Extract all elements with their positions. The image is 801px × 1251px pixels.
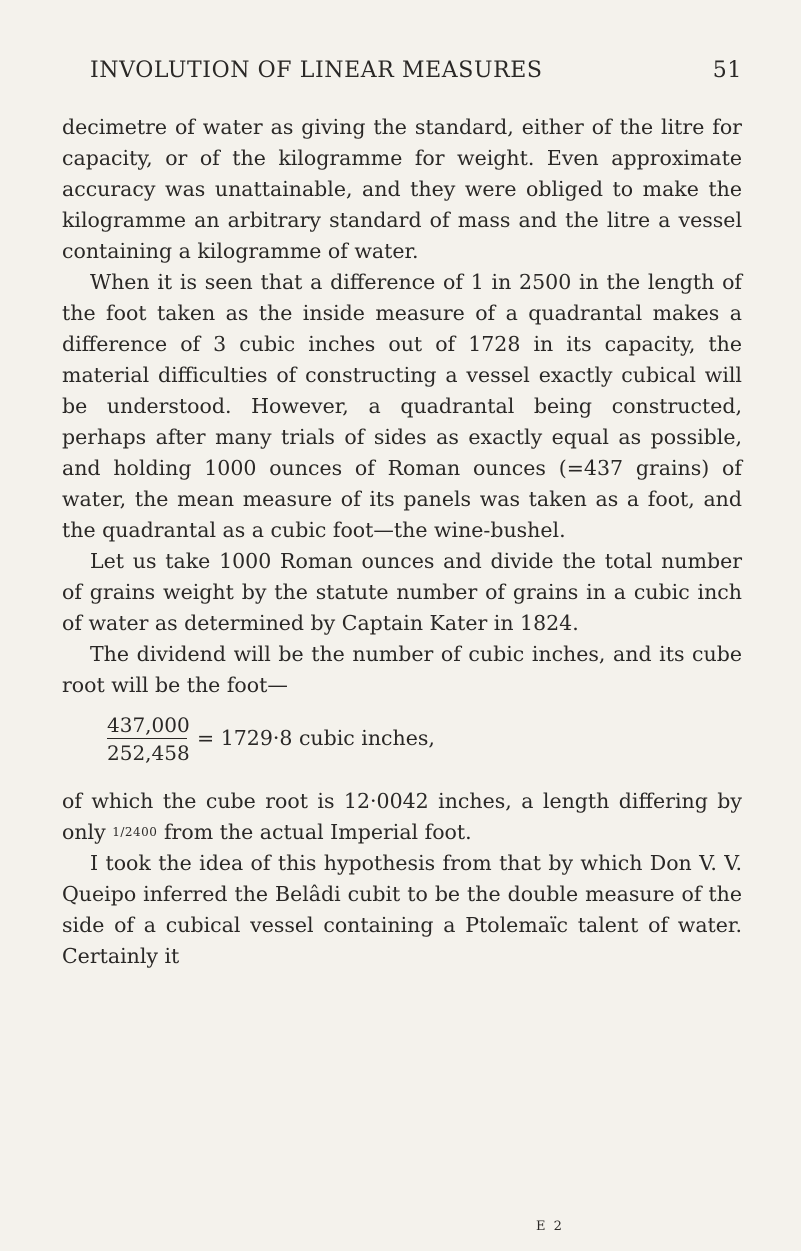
formula-numerator: 437,000 xyxy=(107,713,190,737)
formula-result: = 1729·8 cubic inches, xyxy=(197,726,435,750)
paragraph-3: Let us take 1000 Roman ounces and divide the total number of grains weight by the statute number of grains in a cubic inch of water as determined by Captain Kater in 1824. xyxy=(62,549,742,635)
formula-fraction xyxy=(107,712,190,767)
running-head xyxy=(62,58,742,92)
inline-fraction: 1/2400 xyxy=(112,825,158,839)
paragraph-5-after: from the actual Imperial foot. xyxy=(163,820,472,844)
paragraph-4: The dividend will be the number of cubic inches, and its cube root will be the foot— xyxy=(62,642,742,697)
signature-mark: E 2 xyxy=(536,1219,564,1234)
running-head-title: INVOLUTION OF LINEAR MEASURES xyxy=(90,58,543,83)
paragraph-1: decimetre of water as giving the standard, either of the litre for capacity, or of the kilogramme for weight. Even approximate accuracy was unattainable, and they were obliged to make the kilogramme an arbitrary standard of mass and the litre a vessel containing a kilogramme of water. xyxy=(62,115,742,263)
body-text xyxy=(62,112,742,972)
formula-denominator: 252,458 xyxy=(107,741,190,765)
paragraph-5-before: of which the cube root is 12·0042 inches, a length differing by only xyxy=(62,789,742,844)
paragraph-2: When it is seen that a difference of 1 in 2500 in the length of the foot taken as the inside measure of a quadrantal makes a difference of 3 cubic inches out of 1728 in its capacity, the material difficulties of constructing a vessel exactly cubical will be understood. However, a quadrantal being constructed, perhaps after many trials of sides as exactly equal as possible, and holding 1000 ounces of Roman ounces (=437 grains) of water, the mean measure of its panels was taken as a foot, and the quadrantal as a cubic foot—the wine-bushel. xyxy=(62,270,742,542)
page-number: 51 xyxy=(712,58,742,83)
division-formula xyxy=(62,708,742,784)
paragraph-5 xyxy=(62,786,742,848)
paragraph-6: I took the idea of this hypothesis from that by which Don V. V. Queipo inferred the Belâdi cubit to be the double measure of the side of a cubical vessel containing a Ptolemaïc talent of water. Certainly it xyxy=(62,851,742,968)
